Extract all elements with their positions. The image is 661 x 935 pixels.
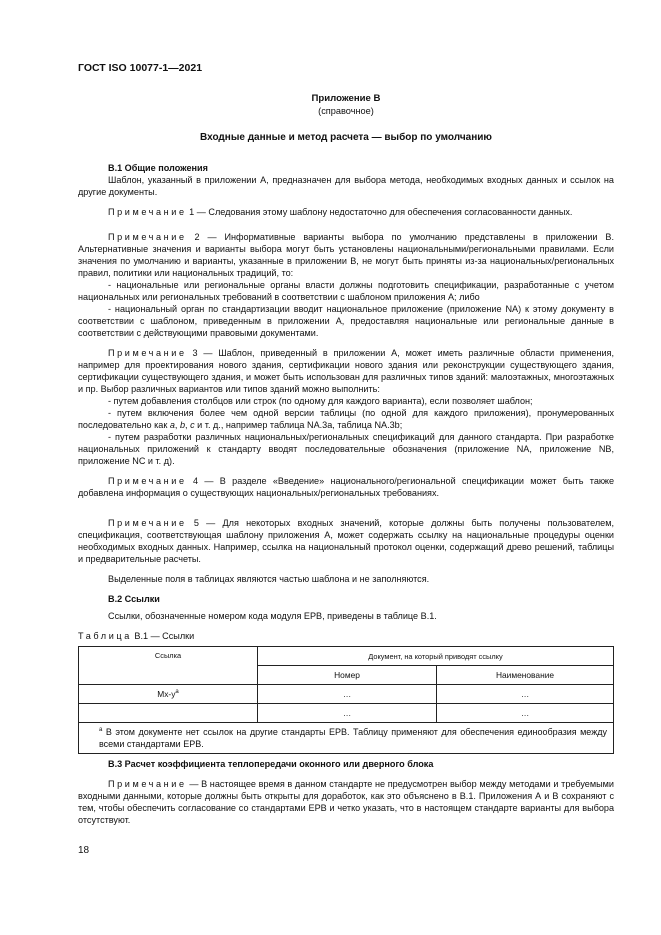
- table-row: [79, 704, 614, 723]
- item-sep: ,: [174, 420, 180, 430]
- header-text: Ссылка: [154, 651, 182, 660]
- note-text: 5 — Для некоторых входных значений, которые должны быть получены пользователем, спецификация, соответствующая шаблону приложения А, может содержать ссылку на национальные процедуры оценки необходимых входных данных. Например, ссылка на национальный протокол оценки, содержащий древо решений, таблицы и предварительные расчеты.: [78, 518, 614, 564]
- note-2: [78, 231, 614, 279]
- note-label: Примечание: [108, 348, 187, 358]
- note-label: Примечание: [108, 779, 187, 789]
- note-text: 2 — Информативные варианты выбора по умолчанию представлены в приложении В. Альтернативные значения и варианты выбора могут быть установлены национальными/региональными правилами. Если значения по умолчанию и варианты, указанные в приложении В, не могут быть приняты из-за национальных/региональных правил, политики или национальных традиций, то:: [78, 232, 614, 278]
- note-3-item-3: - путем разработки различных национальных/региональных спецификаций для данного стандарта. При разработке национальных приложений к стандарту вводят последовательные обозначения (приложение NA, приложение NB, приложение NC и т. д).: [78, 432, 614, 466]
- col-header-doc: [258, 647, 614, 666]
- note-text: — В настоящее время в данном стандарте не предусмотрен выбор между методами и требуемыми входными данными, которые должны быть открыты для доработок, как это объяснено в В.1. Приложения А и В сохраняют с тем, чтобы обеспечить согласование со стандартами ЕРВ и четко указать, что в настоящем стандарте варианты для выбора отсутствуют.: [78, 779, 614, 825]
- annex-subtitle: (справочное): [318, 106, 374, 116]
- cell-name: …: [437, 704, 614, 723]
- annex-title: Приложение В: [311, 93, 381, 104]
- item-italic: с: [190, 420, 195, 430]
- b1-intro: Шаблон, указанный в приложении А, предназначен для выбора метода, необходимых входных данных и ссылок на другие документы.: [78, 175, 614, 197]
- cell-name: …: [437, 685, 614, 704]
- annex-name: Входные данные и метод расчета — выбор по умолчанию: [200, 132, 492, 143]
- section-b1-heading: В.1 Общие положения: [108, 163, 208, 173]
- cell-ref: [79, 704, 258, 723]
- footnote-marker: а: [175, 688, 179, 695]
- footnote-marker: а: [99, 727, 103, 733]
- header-text: Документ, на который приводят ссылку: [368, 651, 503, 661]
- item-italic: а: [169, 420, 175, 430]
- note-label: Примечание: [108, 232, 187, 242]
- table-header-row: [79, 647, 614, 666]
- table-label: Таблица: [78, 631, 132, 641]
- col-header-number: Номер: [258, 666, 437, 685]
- cell-ref: [79, 685, 258, 704]
- item-italic: b: [179, 420, 186, 430]
- cell-text: Мх-у: [157, 688, 176, 699]
- table-row: [79, 685, 614, 704]
- b2-intro: Ссылки, обозначенные номером кода модуля ЕРВ, приведены в таблице В.1.: [108, 611, 437, 621]
- note-2-item-1: - национальные или региональные органы власти должны подготовить спецификации, разработанные с учетом национальных или региональных требований в соответствии с шаблоном приложения А; либо: [78, 280, 614, 302]
- note-text: 1 — Следования этому шаблону недостаточно для обеспечения согласованности данных.: [189, 207, 573, 217]
- b3-note: [78, 778, 614, 826]
- col-header-name: Наименование: [437, 666, 614, 685]
- note-label: Примечание: [108, 518, 187, 528]
- references-table: [78, 646, 614, 754]
- note-1: [78, 206, 614, 218]
- footnote-text: В этом документе нет ссылок на другие стандарты ЕРВ. Таблицу применяют для обеспечения единообразия между всеми стандартами ЕРВ.: [99, 727, 607, 749]
- standard-header: ГОСТ ISO 10077-1—2021: [78, 62, 203, 74]
- note-5: [78, 517, 614, 565]
- cell-number: …: [258, 704, 437, 723]
- note-text: 3 — Шаблон, приведенный в приложении А, может иметь различные области применения, например для проектирования нового здания, сертификации нового здания или реконструкции существующего здания, сертификации существующего здания, и может быть использован для различных типов зданий: малоэтажных, многоэтажных и пр. Выбор различных вариантов или типов зданий можно выполнить:: [78, 348, 614, 394]
- note-3-item-2: [78, 407, 614, 431]
- table-caption: [78, 630, 614, 642]
- note-label: Примечание: [108, 207, 187, 217]
- page-number: 18: [78, 845, 90, 856]
- note-3: [78, 347, 614, 395]
- page-content: [78, 92, 614, 826]
- item-sep: ,: [185, 420, 191, 430]
- cell-number: …: [258, 685, 437, 704]
- note-text: 4 — В разделе «Введение» национального/региональной спецификации может быть также добавлена информация о существующих национальных/региональных требованиях.: [78, 476, 614, 498]
- note-2-item-2: - национальный орган по стандартизации вводит национальное приложение (приложение NA) к этому документу в соответствии с шаблоном, приведенным в приложении А, предоставляя национальные или региональные данные в соответствии с действующими правовыми документами.: [78, 304, 614, 338]
- item-text: и т. д., например таблица NA.3a, таблица NA.3b;: [194, 420, 403, 430]
- note-label: Примечание: [108, 476, 187, 486]
- note-3-item-1: - путем добавления столбцов или строк (по одному для каждого варианта), если позволяет шаблон;: [108, 396, 533, 406]
- b1-closing: Выделенные поля в таблицах являются частью шаблона и не заполняются.: [108, 574, 430, 584]
- section-b3-heading: В.3 Расчет коэффициента теплопередачи оконного или дверного блока: [108, 759, 434, 769]
- table-footnote: [79, 723, 614, 754]
- note-4: [78, 475, 614, 499]
- table-caption-text: В.1 — Ссылки: [134, 631, 195, 641]
- table-footnote-row: [79, 723, 614, 754]
- item-text: - путем включения более чем одной версии таблицы (по одной для каждого приложения), пронумерованных последовательно как: [78, 408, 614, 430]
- col-header-ref: [79, 647, 258, 685]
- section-b2-heading: В.2 Ссылки: [108, 594, 160, 604]
